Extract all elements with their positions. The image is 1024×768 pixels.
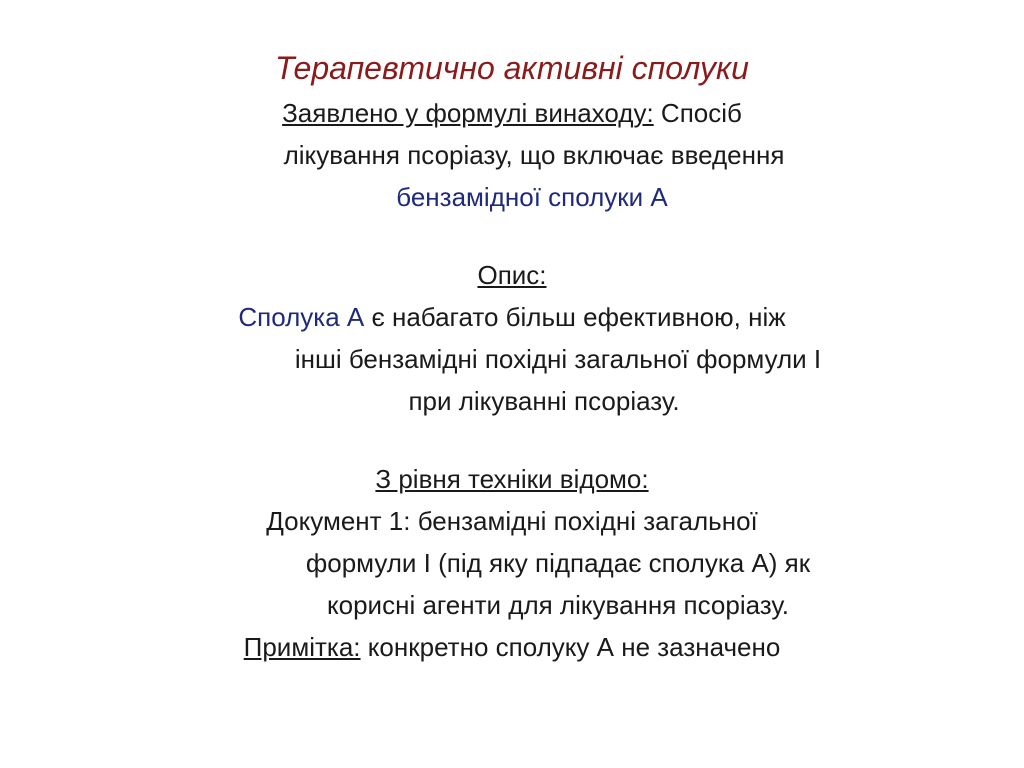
slide-title: Терапевтично активні сполуки xyxy=(275,50,749,86)
description-line-2: інші бензамідні похідні загальної формули I xyxy=(294,344,822,374)
claim-label: Заявлено у формулі винаходу: xyxy=(282,98,654,128)
prior-art-line-2: формули I (під яку підпадає сполука А) як xyxy=(305,548,811,578)
description-label: Опис: xyxy=(477,260,547,290)
note-label: Примітка: xyxy=(243,632,361,662)
prior-art-label: З рівня техніки відомо: xyxy=(375,464,649,494)
description-text-1: є набагато більш ефективною, ніж xyxy=(364,302,786,332)
claim-line-3: бензамідної сполуки А xyxy=(396,182,668,212)
compound-a-label: Сполука А xyxy=(238,302,365,332)
claim-text-1: Спосіб xyxy=(653,98,742,128)
description-line-3: при лікуванні псоріазу. xyxy=(408,386,680,416)
prior-art-line-1: Документ 1: бензамідні похідні загальної xyxy=(266,506,758,536)
description-heading xyxy=(0,258,1024,292)
prior-art-heading xyxy=(0,462,1024,496)
note-line xyxy=(0,630,1024,664)
description-line-1 xyxy=(0,300,1024,334)
claim-line-2: лікування псоріазу, що включає введення xyxy=(283,140,785,170)
note-text: конкретно сполуку А не зазначено xyxy=(360,632,781,662)
claim-line-1 xyxy=(0,96,1024,130)
prior-art-line-3: корисні агенти для лікування псоріазу. xyxy=(326,590,790,620)
